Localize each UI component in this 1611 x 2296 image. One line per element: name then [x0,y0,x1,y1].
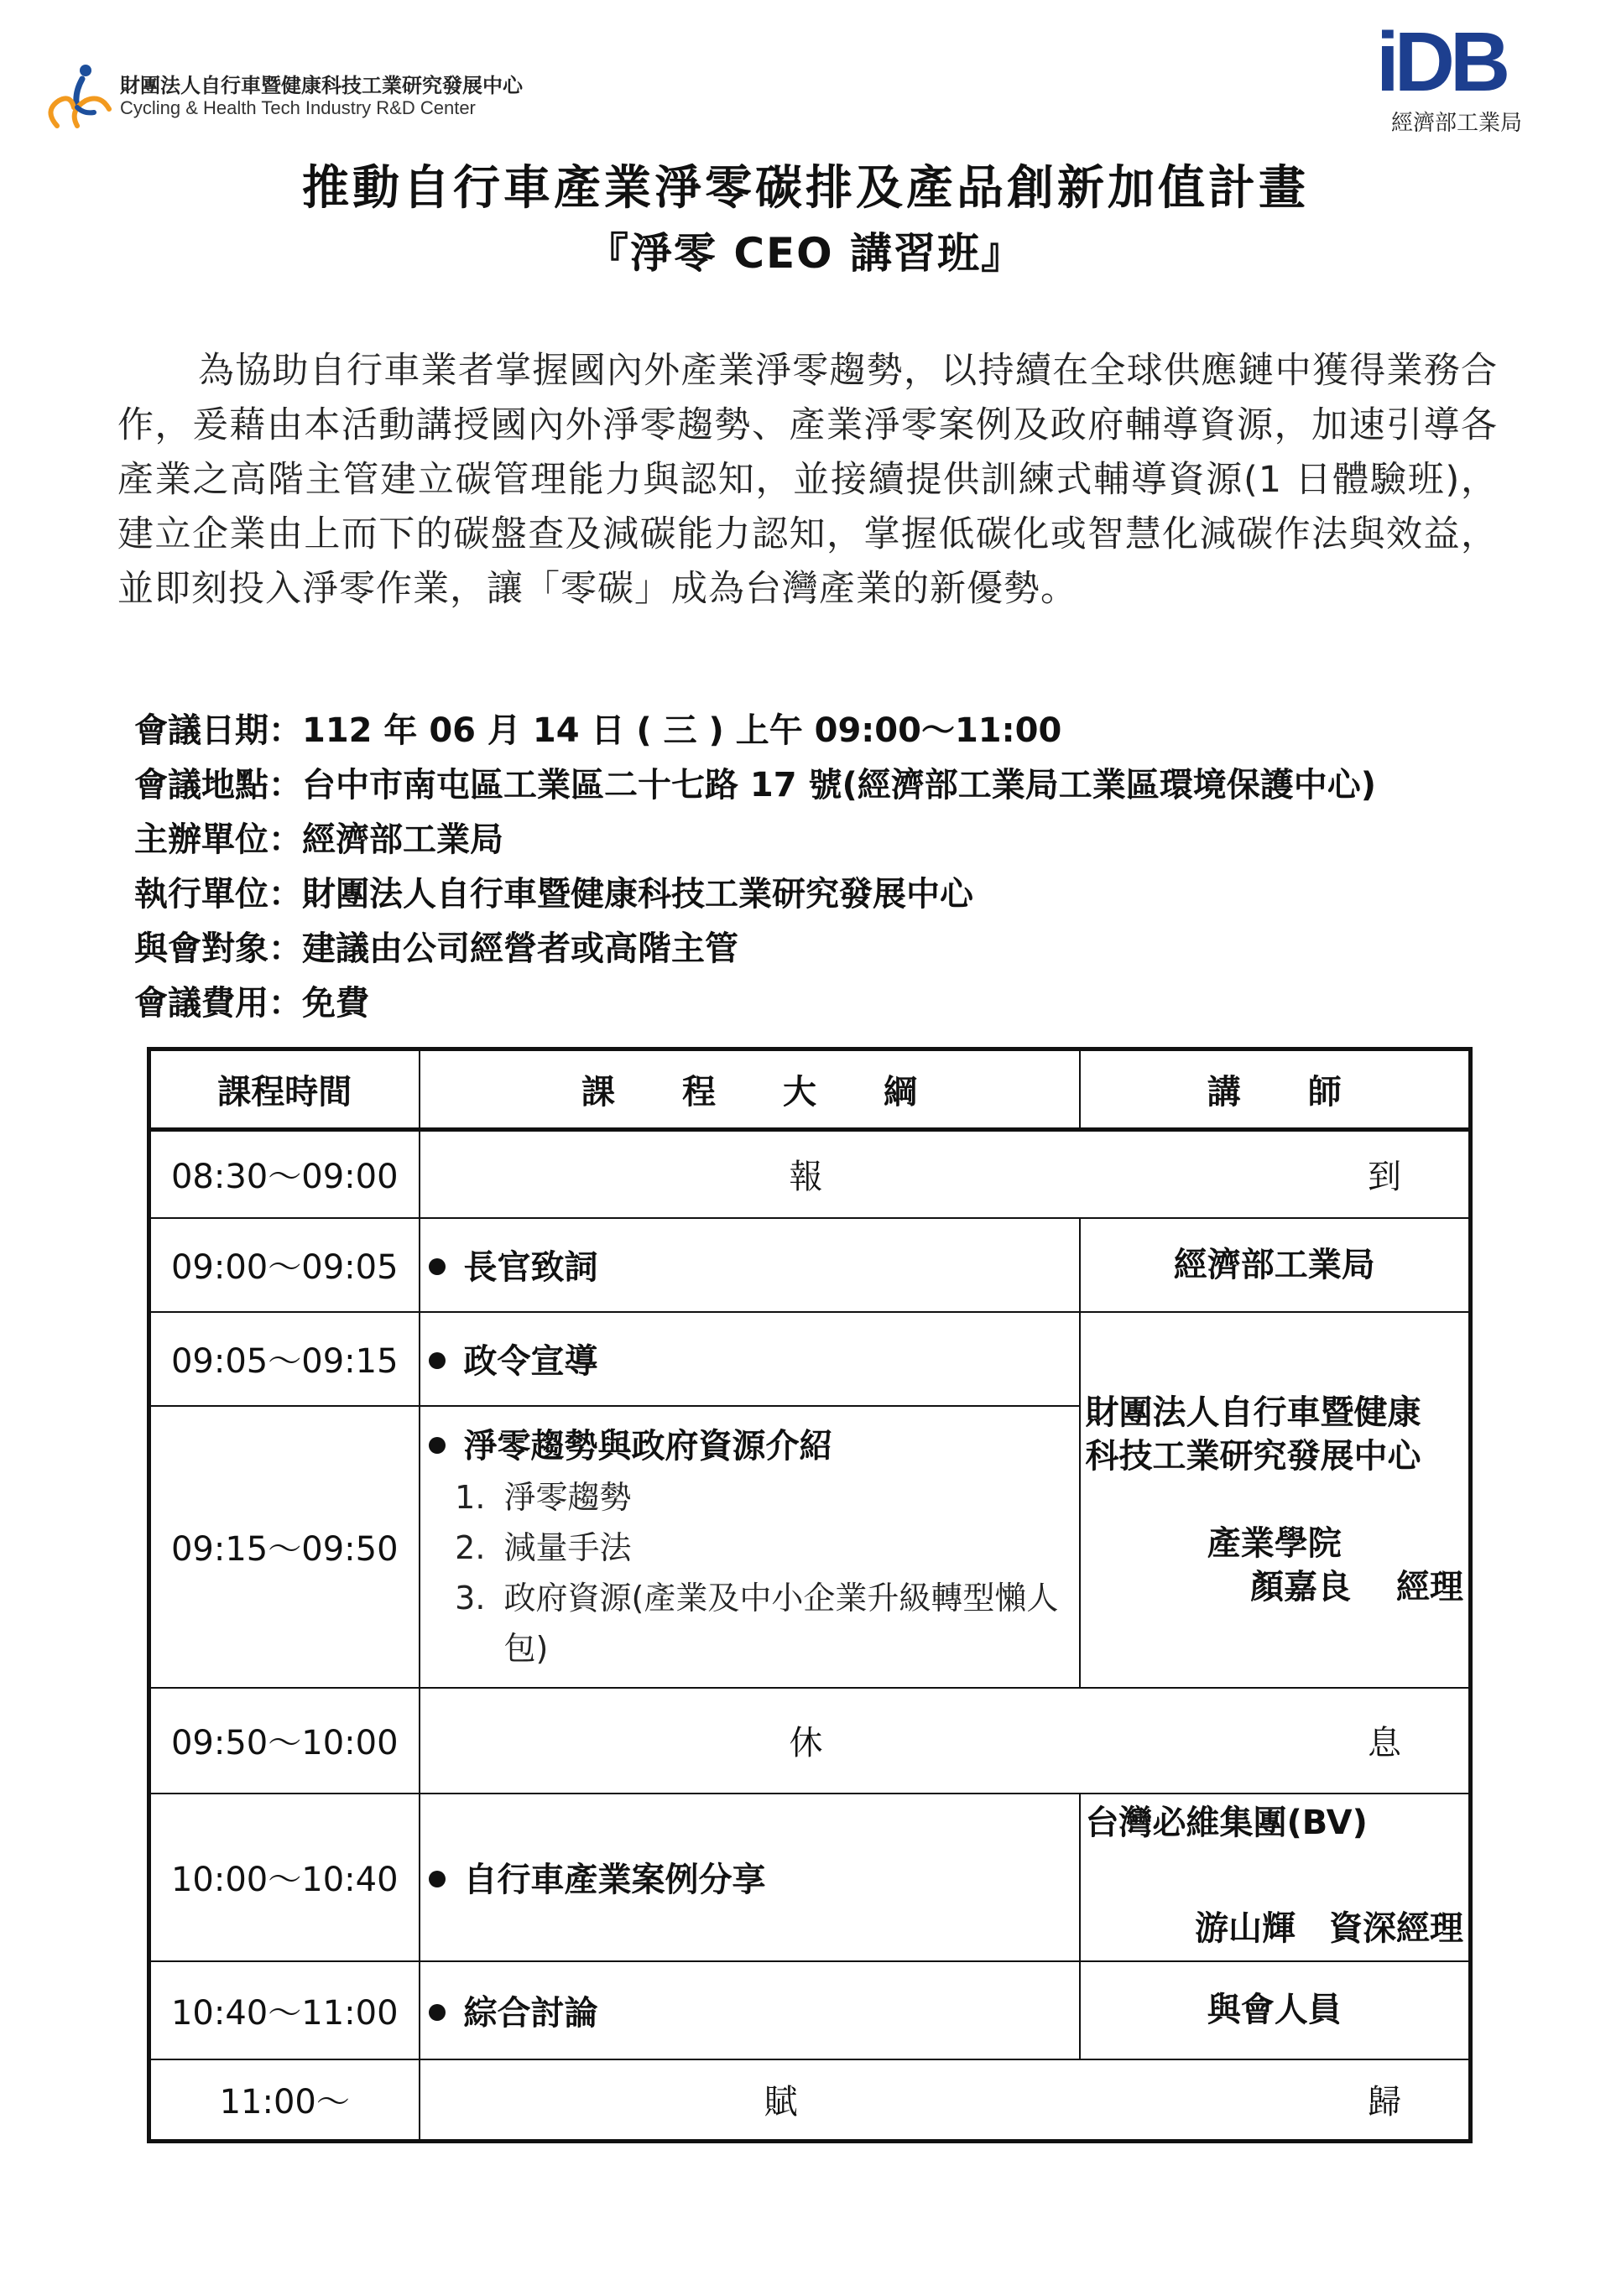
table-row [149,1218,1471,1312]
table-row [149,1688,1471,1794]
row-topic [420,1312,1080,1406]
idb-logo [1376,15,1544,139]
cycling-center-logo [40,60,523,136]
page-subtitle: 『淨零 CEO 講習班』 [586,229,1025,278]
row-lecturer-shared [1080,1312,1471,1688]
table-row [149,1312,1471,1406]
row-span-text [420,1130,1471,1218]
meeting-info [134,700,1561,1028]
idb-logo-mark: iDB [1376,15,1506,109]
row-topic [420,1406,1080,1688]
header-outline: 課 程 大 綱 [420,1049,1080,1130]
row-topic [420,1961,1080,2059]
span-right: 息 [1368,1724,1401,1762]
idb-name-cn: 經濟部工業局 [1391,111,1523,136]
table-row [149,2059,1471,2142]
schedule-table [147,1047,1473,2143]
row-topic [420,1218,1080,1312]
topic-label: 政令宣導 [463,1342,598,1381]
topic-label: 綜合討論 [463,1993,598,2033]
info-executor: 執行單位：財團法人自行車暨健康科技工業研究發展中心 [134,875,973,914]
list-item: 1. 淨零趨勢 [496,1472,1079,1523]
info-organizer: 主辦單位：經濟部工業局 [134,820,503,859]
info-audience: 與會對象：建議由公司經營者或高階主管 [134,929,738,968]
row-time: 09:05～09:15 [149,1312,420,1406]
topic-label: 自行車產業案例分享 [463,1861,766,1899]
row-time: 09:50～10:00 [149,1688,420,1794]
row-time: 08:30～09:00 [149,1130,420,1218]
row-time: 10:00～10:40 [149,1794,420,1961]
topic-label: 淨零趨勢與政府資源介紹 [463,1427,833,1466]
header-lecturer: 講 師 [1080,1049,1471,1130]
row-lecturer: 與會人員 [1080,1961,1471,2059]
bullet-icon [429,1352,446,1369]
row-lecturer [1080,1794,1471,1961]
row-time: 10:40～11:00 [149,1961,420,2059]
org-name-en: Cycling & Health Tech Industry R&D Center [120,97,476,118]
info-location: 會議地點：台中市南屯區工業區二十七路 17 號(經濟部工業局工業區環境保護中心) [134,766,1377,804]
topic-subitems [429,1472,1079,1674]
bullet-icon [429,1258,446,1275]
lecturer-org-line2: 科技工業研究發展中心 [1085,1436,1421,1476]
info-date: 會議日期：112 年 06 月 14 日 ( 三 ) 上午 09:00～11:00 [134,711,1062,750]
span-right: 到 [1368,1158,1401,1197]
info-fee: 會議費用：免費 [134,984,369,1023]
header-time: 課程時間 [149,1049,420,1130]
list-item: 2. 減量手法 [496,1523,1079,1573]
span-left: 休 [789,1724,823,1762]
topic-label: 長官致詞 [463,1248,598,1287]
lecturer-person: 游山輝 資深經理 [1195,1908,1463,1948]
table-header-row [149,1049,1471,1130]
row-span-text [420,1688,1471,1794]
bullet-icon [429,1871,446,1887]
span-left: 賦 [764,2083,798,2122]
page-title: 推動自行車產業淨零碳排及產品創新加值計畫 [302,161,1309,216]
row-time: 09:15～09:50 [149,1406,420,1688]
lecturer-org-line1: 財團法人自行車暨健康 [1085,1393,1421,1432]
lecturer-org: 台灣必維集團(BV) [1085,1803,1368,1842]
table-row [149,1794,1471,1961]
row-time: 11:00～ [149,2059,420,2142]
list-item: 3. 政府資源(產業及中小企業升級轉型懶人包) [496,1573,1079,1674]
span-right: 歸 [1368,2083,1401,2122]
row-lecturer: 經濟部工業局 [1080,1218,1471,1312]
row-time: 09:00～09:05 [149,1218,420,1312]
lecturer-dept: 產業學院 [1207,1523,1342,1563]
span-left: 報 [789,1158,823,1197]
bullet-icon [429,1437,446,1454]
lecturer-person: 顏嘉良 經理 [1250,1567,1463,1606]
table-row [149,1130,1471,1218]
row-span-text [420,2059,1471,2142]
table-row [149,1961,1471,2059]
cycling-center-logo-icon [40,60,116,136]
org-name-cn: 財團法人自行車暨健康科技工業研究發展中心 [120,74,523,97]
bullet-icon [429,2004,446,2021]
row-topic [420,1794,1080,1961]
intro-paragraph: 為協助自行車業者掌握國內外產業淨零趨勢，以持續在全球供應鏈中獲得業務合作，爰藉由本活動講授國內外淨零趨勢、產業淨零案例及政府輔導資源，加速引導各產業之高階主管建立碳管理能力與認知，並接續提供訓練式輔導資源(1 日體驗班)，建立企業由上而下的碳盤查及減碳能力認知，掌握低碳化或智慧化減碳作法與效益，並即刻投入淨零作業，讓「零碳」成為台灣產業的新優勢。 [117,350,1498,610]
